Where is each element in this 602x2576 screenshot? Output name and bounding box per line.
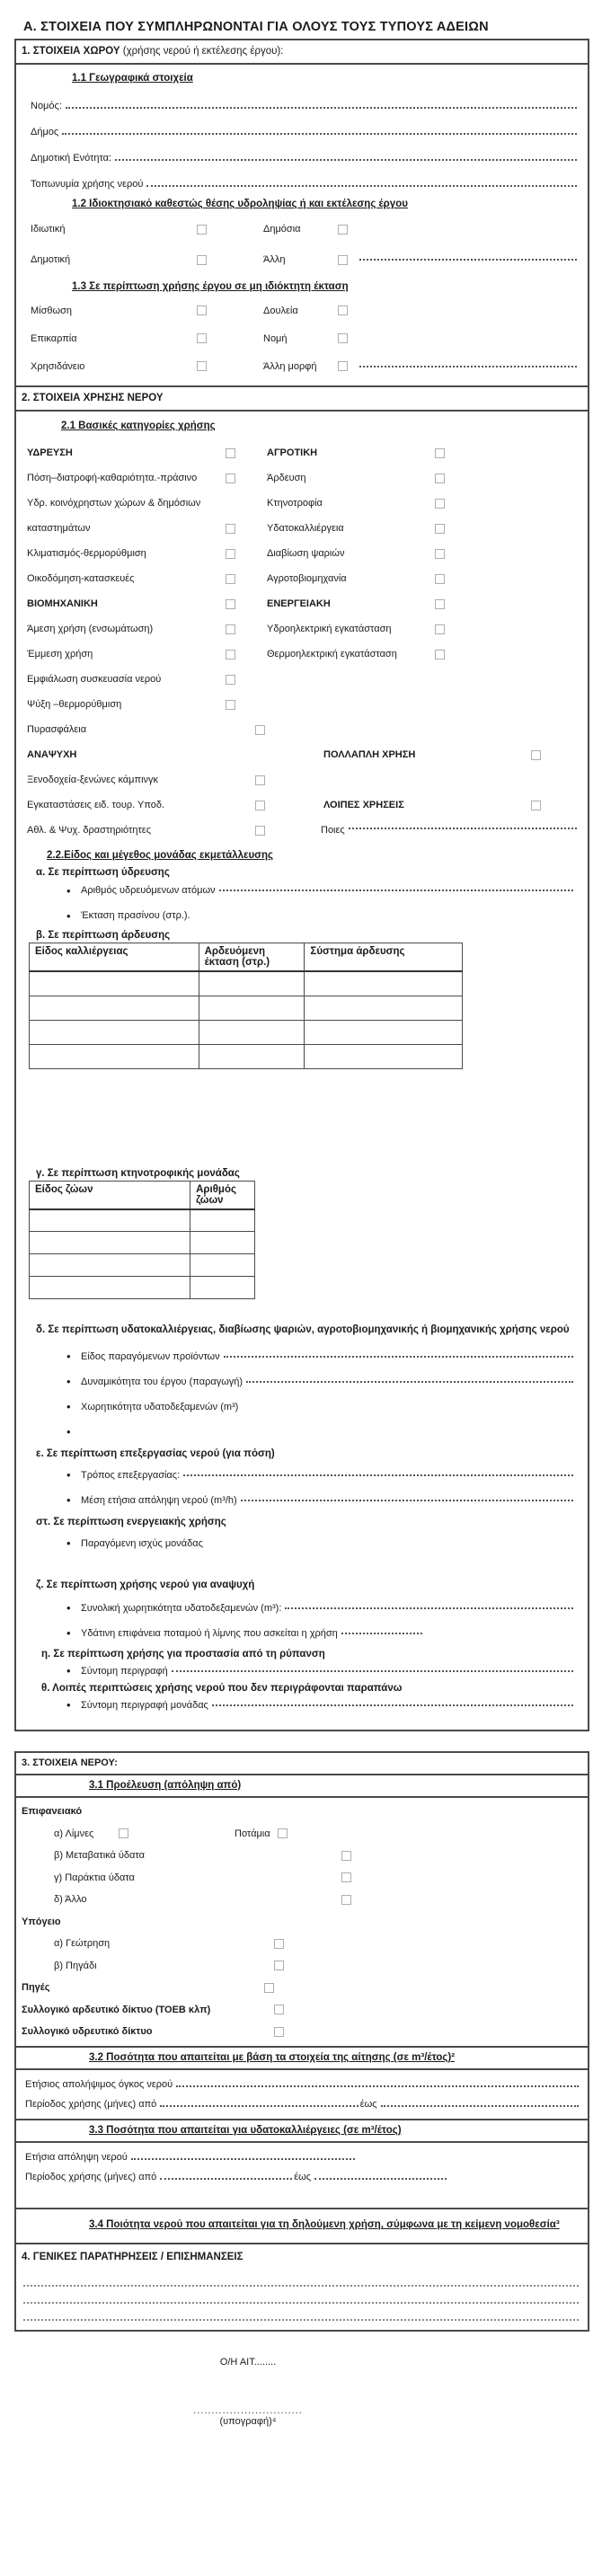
dotted-input-line[interactable] <box>160 2178 292 2180</box>
aqua-quantity-header-row <box>16 2119 588 2143</box>
option-private-label: Ιδιωτική <box>31 224 66 235</box>
dotted-input-line[interactable] <box>183 1474 573 1476</box>
groundwater-row-b: β) Πηγάδι <box>22 1954 580 1977</box>
surface-row-c: γ) Παράκτια ύδατα <box>22 1866 580 1889</box>
origin-header-row <box>16 1775 588 1798</box>
checkbox-well[interactable] <box>274 1961 284 1970</box>
category-label: Πόση–διατροφή-καθαριότητα.-πράσινο <box>27 473 198 483</box>
dotted-input-line[interactable] <box>314 2178 447 2180</box>
bullet-produced-power: • Παραγόμενη ισχύς μονάδας <box>66 1531 579 1556</box>
checkbox-klimatismos[interactable] <box>226 549 235 559</box>
checkbox-transitional-waters[interactable] <box>341 1851 351 1861</box>
category-label: ΒΙΟΜΗΧΑΝΙΚΗ <box>27 598 98 609</box>
checkbox-other-surface[interactable] <box>341 1895 351 1905</box>
use-categories-left-column <box>27 440 265 843</box>
table-cell-empty[interactable] <box>30 1044 199 1068</box>
checkbox-emfialosi[interactable] <box>226 675 235 685</box>
heading-recreation-case: ζ. Σε περίπτωση χρήσης νερού για αναψυχή <box>36 1579 255 1590</box>
section-1-header <box>16 40 588 65</box>
checkbox-diaviosi-psarion[interactable] <box>435 549 445 559</box>
option-usufruct-label: Επικαρπία <box>31 332 77 344</box>
livestock-col-count: Αριθμός ζώων <box>190 1181 255 1209</box>
springs-row <box>22 1977 580 1999</box>
dotted-input-line[interactable] <box>381 2105 579 2107</box>
checkbox-ydreysi[interactable] <box>226 448 235 458</box>
category-label: καταστημάτων <box>27 523 91 534</box>
checkbox-thermoilektriki[interactable] <box>435 650 445 659</box>
bullet-total-tank-capacity: • Συνολική χωρητικότητα υδατοδεξαμενών (m³): <box>66 1596 579 1621</box>
bullet-capacity: • Δυναμικότητα του έργου (παραγωγή) <box>66 1369 579 1394</box>
groundwater-row-a: α) Γεώτρηση <box>22 1933 580 1955</box>
category-label: Υδρ. κοινόχρηστων χώρων & δημόσιων <box>27 498 201 509</box>
rivers-label: Ποτάμια <box>235 1828 270 1839</box>
dotted-input-line[interactable] <box>66 107 577 109</box>
table-cell-empty[interactable] <box>30 971 199 996</box>
checkbox-ardeysi[interactable] <box>435 474 445 483</box>
checkbox-public[interactable] <box>338 225 348 235</box>
checkbox-biomixaniki[interactable] <box>226 599 235 609</box>
heading-1-1-geographic: 1.1 Γεωγραφικά στοιχεία <box>72 73 193 84</box>
springs-label: Πηγές <box>22 1982 50 1994</box>
category-label: ΕΝΕΡΓΕΙΑΚΗ <box>267 598 331 609</box>
dotted-input-line[interactable] <box>115 159 577 161</box>
category-label: Οικοδόμηση-κατασκευές <box>27 573 135 584</box>
quality-header-row <box>16 2208 588 2244</box>
checkbox-watersupply-network[interactable] <box>274 2027 284 2037</box>
table-cell-empty[interactable] <box>30 1209 190 1232</box>
dotted-writein-line[interactable] <box>23 2287 579 2304</box>
section-1-title: 1. ΣΤΟΙΧΕΙΑ ΧΩΡΟΥ <box>22 46 120 57</box>
bullet-mean-abstraction: • Μέση ετήσια απόληψη νερού (m³/h) <box>66 1488 579 1513</box>
category-label: Έμμεση χρήση <box>27 649 93 659</box>
heading-2-1-categories: 2.1 Βασικές κατηγορίες χρήσης <box>61 420 216 431</box>
heading-3-2-quantity: 3.2 Ποσότητα που απαιτείται με βάση τα στοιχεία της αίτησης (σε m³/έτος)² <box>89 2052 456 2064</box>
checkbox-lakes[interactable] <box>119 1828 128 1838</box>
checkbox-amesi-xrisi[interactable] <box>226 624 235 634</box>
section-1-box <box>14 39 589 387</box>
category-label: Άρδευση <box>267 473 306 483</box>
category-label: Ξενοδοχεία-ξενώνες κάμπινγκ <box>27 775 159 785</box>
quantity-fields <box>16 2070 588 2119</box>
checkbox-egkatastaseis-tour[interactable] <box>255 801 265 810</box>
heading-3-1-origin: 3.1 Προέλευση (απόληψη από) <box>89 1779 242 1791</box>
category-label: Θερμοηλεκτρική εγκατάσταση <box>267 649 397 659</box>
checkbox-usufruct[interactable] <box>197 333 207 343</box>
field-annual-abstraction: Ετήσια απόληψη νερού <box>22 2145 580 2164</box>
table-cell-empty[interactable] <box>30 996 199 1020</box>
checkbox-other[interactable] <box>338 255 348 265</box>
checkbox-emmesi-xrisi[interactable] <box>226 650 235 659</box>
field-use-period: Περίοδος χρήσης (μήνες) από έως <box>22 2092 580 2111</box>
checkbox-oikodomisi[interactable] <box>226 574 235 584</box>
checkbox-lease[interactable] <box>197 305 207 315</box>
checkbox-energeiaki[interactable] <box>435 599 445 609</box>
dotted-input-line[interactable] <box>359 366 577 367</box>
option-other-label: Άλλη <box>263 254 286 265</box>
section-1-note: (χρήσης νερού ή εκτέλεσης έργου): <box>120 46 284 57</box>
livestock-table <box>29 1181 255 1300</box>
checkbox-other-form[interactable] <box>338 361 348 371</box>
category-label: Αγροτοβιομηχανία <box>267 573 347 584</box>
ownership-row-1 <box>27 214 579 244</box>
checkbox-municipal[interactable] <box>197 255 207 265</box>
field-annual-volume: Ετήσιος απολήψιμος όγκος νερού <box>22 2072 580 2092</box>
table-row <box>30 1277 255 1299</box>
checkbox-ktinotrofia[interactable] <box>435 499 445 509</box>
lakes-label: α) Λίμνες <box>54 1828 94 1839</box>
heading-other-uses-case: θ. Λοιπές περιπτώσεις χρήσης νερού που δεν περιγράφονται παραπάνω <box>41 1682 403 1694</box>
section-4 <box>16 2244 588 2330</box>
category-label: ΑΝΑΨΥΧΗ <box>27 749 77 760</box>
checkbox-agrotiki[interactable] <box>435 448 445 458</box>
bullet-treatment-method: • Τρόπος επεξεργασίας: <box>66 1463 579 1488</box>
checkbox-loan[interactable] <box>197 361 207 371</box>
tenure-row-1 <box>27 297 579 324</box>
dotted-input-line[interactable] <box>285 1607 573 1609</box>
dotted-input-line[interactable] <box>241 1500 573 1501</box>
signature-line[interactable]: .............................. <box>193 2404 303 2416</box>
heading-pollution-case: η. Σε περίπτωση χρήσης για προστασία από τη ρύπανση <box>41 1648 325 1660</box>
irrigation-network-row <box>22 1998 580 2021</box>
dotted-input-line[interactable] <box>176 2085 579 2087</box>
applicant-label: Ο/Η ΑΙΤ........ <box>219 2356 277 2368</box>
use-categories-right-column <box>265 440 579 843</box>
use-categories-grid <box>27 440 579 843</box>
checkbox-ydroilektriki[interactable] <box>435 624 445 634</box>
signature-caption: (υπογραφή)⁴ <box>219 2415 277 2427</box>
dotted-input-line[interactable] <box>172 1670 573 1672</box>
page-title: Α. ΣΤΟΙΧΕΙΑ ΠΟΥ ΣΥΜΠΛΗΡΩΝΟΝΤΑΙ ΓΙΑ ΟΛΟΥΣ ΤΟΥΣ ΤΥΠΟΥΣ ΑΔΕΙΩΝ <box>23 20 489 34</box>
bullet-short-description: • Σύντομη περιγραφή <box>66 1660 579 1683</box>
section-3-title: 3. ΣΤΟΙΧΕΙΑ ΝΕΡΟΥ: <box>22 1757 118 1768</box>
watersupply-network-label: Συλλογικό υδρευτικό δίκτυο <box>22 2026 153 2038</box>
surface-water-label: Επιφανειακό <box>22 1806 83 1818</box>
dotted-input-line[interactable] <box>219 890 573 891</box>
category-label: Άμεση χρήση (ενσωμάτωση) <box>27 624 154 634</box>
checkbox-agrotobiomixania[interactable] <box>435 574 445 584</box>
surface-row-d: δ) Άλλο <box>22 1889 580 1911</box>
checkbox-borehole[interactable] <box>274 1939 284 1949</box>
category-label: ΛΟΙΠΕΣ ΧΡΗΣΕΙΣ <box>323 800 404 810</box>
heading-2-2-unit: 2.2.Είδος και μέγεθος μονάδας εκμετάλλευσης <box>47 850 274 861</box>
heading-energy-case: στ. Σε περίπτωση ενεργειακής χρήσης <box>36 1516 226 1527</box>
checkbox-servitude[interactable] <box>338 305 348 315</box>
bullet-empty <box>66 1420 579 1445</box>
watersupply-network-row <box>22 2021 580 2043</box>
dotted-input-line[interactable] <box>349 828 577 829</box>
table-row <box>30 996 463 1020</box>
heading-aquaculture-case: δ. Σε περίπτωση υδατοκαλλιέργειας, διαβίωσης ψαριών, αγροτοβιομηχανικής ή βιομηχανικής χρήσης νερού <box>36 1324 570 1335</box>
heading-1-3-tenure: 1.3 Σε περίπτωση χρήσης έργου σε μη ιδιόκτητη έκταση <box>72 281 349 292</box>
dotted-input-line[interactable] <box>131 2158 355 2160</box>
surface-row-b: β) Μεταβατικά ύδατα <box>22 1845 580 1867</box>
ownership-row-2 <box>27 244 579 275</box>
checkbox-xenodoxeia[interactable] <box>255 775 265 785</box>
checkbox-rivers[interactable] <box>278 1828 288 1838</box>
heading-3-4-quality: 3.4 Ποιότητα νερού που απαιτείται για τη δηλούμενη χρήση, σύμφωνα με τη κείμενη νομοθεσία³ <box>89 2219 560 2231</box>
checkbox-posi[interactable] <box>226 474 235 483</box>
heading-1-2-ownership: 1.2 Ιδιοκτησιακό καθεστώς θέσης υδροληψίας ή και εκτέλεσης έργου <box>72 199 408 209</box>
option-possession-label: Νομή <box>263 332 288 344</box>
irrigation-col-area: Αρδευόμενη έκταση (στρ.) <box>199 943 305 972</box>
table-cell-empty[interactable] <box>30 1020 199 1044</box>
table-row <box>30 971 463 996</box>
category-label: Κτηνοτροφία <box>267 498 323 509</box>
option-municipal-label: Δημοτική <box>31 254 71 265</box>
section-4-title: 4. ΓΕΝΙΚΕΣ ΠΑΡΑΤΗΡΗΣΕΙΣ / ΕΠΙΣΗΜΑΝΣΕΙΣ <box>22 2251 243 2262</box>
dotted-input-line[interactable] <box>224 1356 573 1358</box>
table-cell-empty[interactable] <box>30 1254 190 1277</box>
field-municipal-unit: Δημοτική Ενότητα: <box>27 139 579 165</box>
dotted-writein-line[interactable] <box>23 2270 579 2287</box>
dotted-input-line[interactable] <box>62 133 577 135</box>
dotted-input-line[interactable] <box>246 1381 573 1383</box>
category-label: Πυρασφάλεια <box>27 724 87 735</box>
option-servitude-label: Δουλεία <box>263 305 298 316</box>
category-label: Υδατοκαλλιέργεια <box>267 523 344 534</box>
table-cell-empty[interactable] <box>30 1277 190 1299</box>
checkbox-coastal-waters[interactable] <box>341 1872 351 1882</box>
section-2-box <box>14 385 589 1731</box>
category-label: ΠΟΛΛΑΠΛΗ ΧΡΗΣΗ <box>323 749 416 760</box>
quantity-header-row <box>16 2046 588 2070</box>
bullet-tank-capacity: • Χωρητικότητα υδατοδεξαμενών (m³) <box>66 1394 579 1420</box>
bullet-persons-count: • Αριθμός υδρευόμενων ατόμων <box>66 878 579 903</box>
signature-block <box>14 2357 482 2427</box>
bullet-water-surface: • Υδάτινη επιφάνεια ποταμού ή λίμνης που ασκείται η χρήση <box>66 1621 579 1646</box>
table-row <box>30 1044 463 1068</box>
checkbox-irrigation-network[interactable] <box>274 2005 284 2014</box>
tenure-row-2 <box>27 324 579 352</box>
category-label: Εμφιάλωση συσκευασία νερού <box>27 674 162 685</box>
heading-3-3-aqua-quantity: 3.3 Ποσότητα που απαιτείται για υδατοκαλλιέργειες (σε m³/έτος) <box>89 2125 402 2137</box>
bullet-products: • Είδος παραγόμενων προϊόντων <box>66 1344 579 1369</box>
checkbox-possession[interactable] <box>338 333 348 343</box>
category-label: ΑΓΡΟΤΙΚΗ <box>267 447 318 458</box>
checkbox-springs[interactable] <box>264 1983 274 1993</box>
origin-options <box>16 1798 588 2047</box>
field-prefecture: Νομός: <box>27 87 579 113</box>
dotted-writein-line[interactable] <box>23 2304 579 2321</box>
groundwater-label: Υπόγειο <box>22 1916 61 1927</box>
checkbox-katastimata[interactable] <box>226 524 235 534</box>
checkbox-athlitikes[interactable] <box>255 826 265 836</box>
category-label: ΥΔΡΕΥΣΗ <box>27 447 73 458</box>
heading-irrigation-case: β. Σε περίπτωση άρδευσης <box>36 930 171 941</box>
category-label: Ψύξη –θερμορύθμιση <box>27 699 122 710</box>
table-row <box>30 1020 463 1044</box>
checkbox-pollapli-xrisi[interactable] <box>531 750 541 760</box>
option-lease-label: Μίσθωση <box>31 305 73 316</box>
table-cell-empty[interactable] <box>30 1232 190 1254</box>
section-3-header <box>16 1753 588 1775</box>
bullet-green-area: • Έκταση πρασίνου (στρ.). <box>66 903 579 928</box>
option-other-form-label: Άλλη μορφή <box>263 360 317 372</box>
table-row <box>30 1232 255 1254</box>
tenure-row-3 <box>27 352 579 380</box>
irrigation-network-label: Συλλογικό αρδευτικό δίκτυο (ΤΟΕΒ κλπ) <box>22 2004 211 2015</box>
irrigation-col-crop: Είδος καλλιέργειας <box>30 943 199 972</box>
livestock-col-species: Είδος ζώων <box>30 1181 190 1209</box>
option-public-label: Δημόσια <box>263 224 301 235</box>
bullet-unit-description: • Σύντομη περιγραφή μονάδας <box>66 1694 579 1717</box>
dotted-input-line[interactable] <box>212 1704 573 1706</box>
table-row <box>30 1254 255 1277</box>
irrigation-col-system: Σύστημα άρδευσης <box>305 943 463 972</box>
field-toponym: Τοπωνυμία χρήσης νερού <box>27 165 579 191</box>
aqua-quantity-fields <box>16 2143 588 2208</box>
field-aqua-use-period: Περίοδος χρήσης (μήνες) από έως <box>22 2164 580 2184</box>
category-label: Κλιματισμός-θερμορύθμιση <box>27 548 146 559</box>
section-3-box <box>14 1751 589 2332</box>
category-label: Διαβίωση ψαριών <box>267 548 345 559</box>
heading-treatment-case: ε. Σε περίπτωση επεξεργασίας νερού (για πόση) <box>36 1447 275 1459</box>
dotted-input-line[interactable] <box>160 2105 358 2107</box>
heading-livestock-case: γ. Σε περίπτωση κτηνοτροφικής μονάδας <box>36 1167 240 1179</box>
which-uses-label: Ποιες <box>321 825 345 836</box>
category-label: Αθλ. & Ψυχ. δραστηριότητες <box>27 825 152 836</box>
checkbox-private[interactable] <box>197 225 207 235</box>
table-row <box>30 1209 255 1232</box>
dotted-input-line[interactable] <box>146 185 577 187</box>
option-loan-label: Χρησιδάνειο <box>31 360 85 372</box>
category-label: Υδροηλεκτρική εγκατάσταση <box>267 624 392 634</box>
section-2-title: 2. ΣΤΟΙΧΕΙΑ ΧΡΗΣΗΣ ΝΕΡΟΥ <box>22 393 164 403</box>
dotted-input-line[interactable] <box>341 1633 422 1634</box>
dotted-input-line[interactable] <box>359 259 577 261</box>
surface-row-a <box>22 1822 580 1845</box>
heading-water-supply-case: α. Σε περίπτωση ύδρευσης <box>36 867 170 878</box>
field-municipality: Δήμος <box>27 113 579 139</box>
checkbox-ydatokalliergeia[interactable] <box>435 524 445 534</box>
checkbox-pyrasfaleia[interactable] <box>255 725 265 735</box>
irrigation-table <box>29 943 463 1069</box>
category-label: Εγκαταστάσεις ειδ. τουρ. Υποδ. <box>27 800 165 810</box>
checkbox-loipes-xriseis[interactable] <box>531 801 541 810</box>
section-2-header <box>16 387 588 412</box>
checkbox-psyxi[interactable] <box>226 700 235 710</box>
